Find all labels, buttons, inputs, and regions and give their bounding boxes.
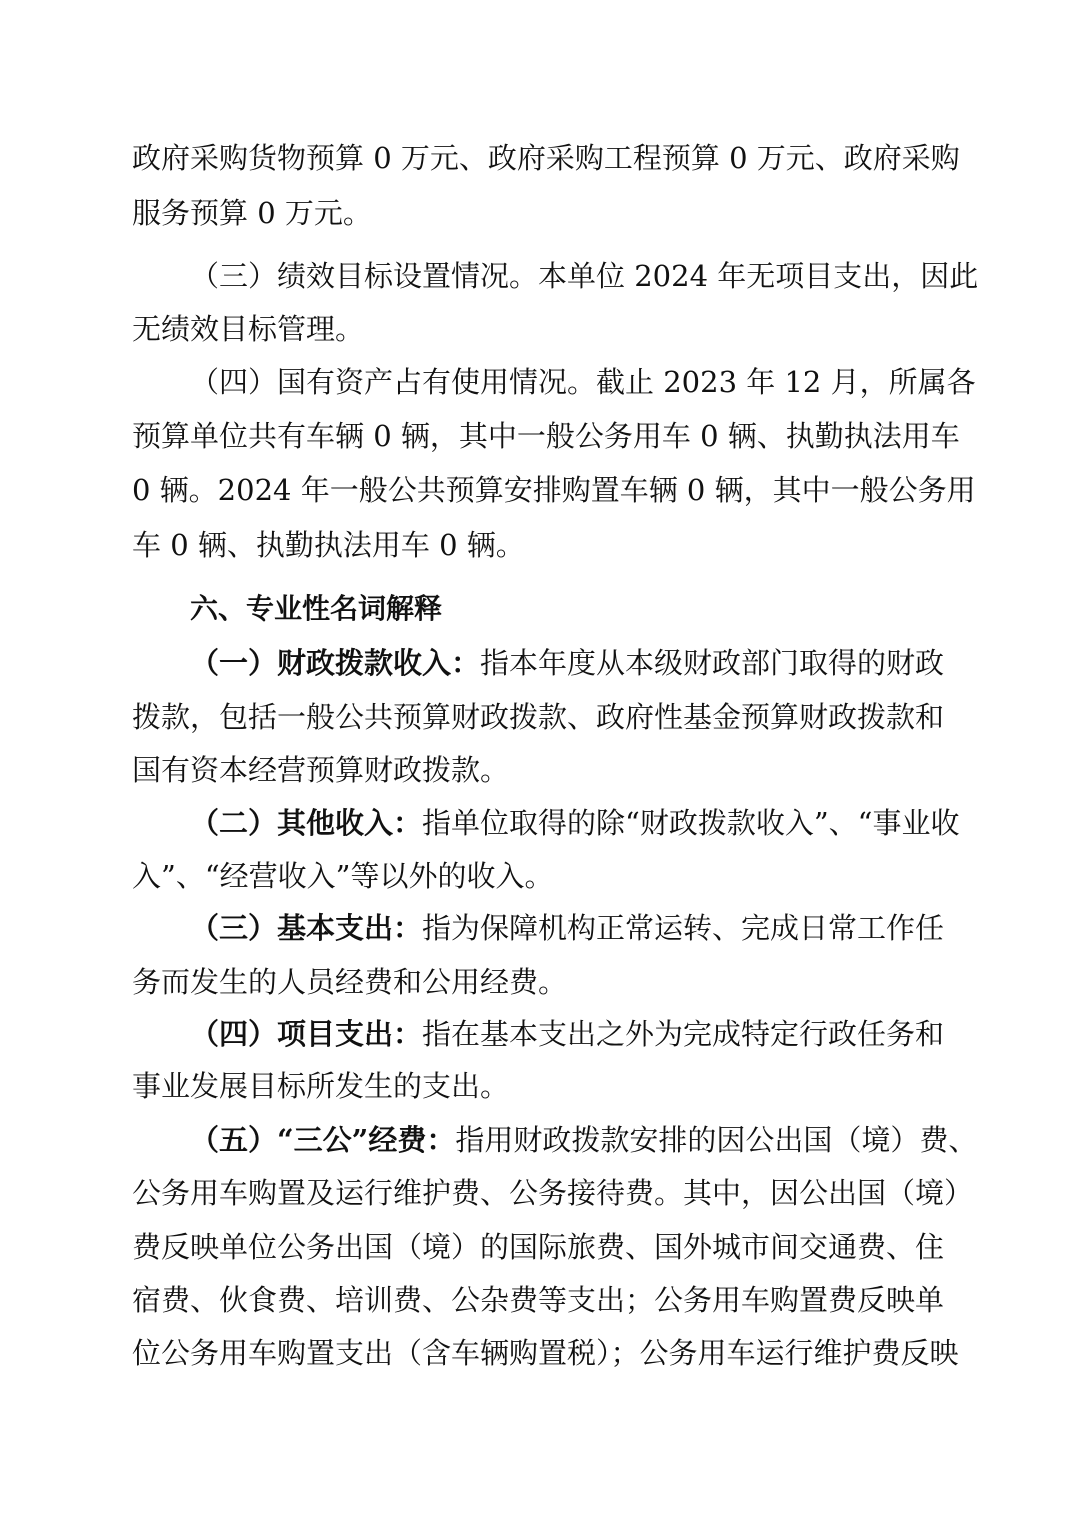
definition-line bbox=[132, 908, 944, 948]
text-line: 务而发生的人员经费和公用经费。 bbox=[132, 965, 568, 999]
text-line: （四）国有资产占有使用情况。截止 2023 年 12 月，所属各 bbox=[190, 365, 976, 399]
text-line: 无绩效目标管理。 bbox=[132, 312, 365, 346]
text-line: 车 0 辆、执勤执法用车 0 辆。 bbox=[132, 528, 525, 562]
definition-term: （二）其他收入： bbox=[190, 806, 423, 840]
definition-text: 指本年度从本级财政部门取得的财政 bbox=[480, 646, 945, 680]
definition-text: 指单位取得的除“财政拨款收入”、“事业收 bbox=[422, 806, 960, 840]
text-line: 服务预算 0 万元。 bbox=[132, 196, 372, 230]
document-page bbox=[132, 0, 979, 1520]
text-line: 入”、“经营收入”等以外的收入。 bbox=[132, 859, 554, 893]
definition-term: （一）财政拨款收入： bbox=[190, 646, 481, 680]
text-line: 拨款，包括一般公共预算财政拨款、政府性基金预算财政拨款和 bbox=[132, 700, 945, 734]
text-line: 国有资本经营预算财政拨款。 bbox=[132, 753, 510, 787]
definition-text: 指为保障机构正常运转、完成日常工作任 bbox=[422, 911, 945, 945]
text-line: （三）绩效目标设置情况。本单位 2024 年无项目支出，因此 bbox=[190, 259, 979, 293]
text-line: 公务用车购置及运行维护费、公务接待费。其中，因公出国（境） bbox=[132, 1176, 974, 1210]
definition-term: （四）项目支出： bbox=[190, 1017, 423, 1051]
text-line: 费反映单位公务出国（境）的国际旅费、国外城市间交通费、住 bbox=[132, 1230, 945, 1264]
definition-line bbox=[132, 643, 944, 683]
text-line: 事业发展目标所发生的支出。 bbox=[132, 1069, 510, 1103]
definition-text: 指在基本支出之外为完成特定行政任务和 bbox=[422, 1017, 945, 1051]
definition-line bbox=[132, 803, 960, 843]
definition-line bbox=[132, 1120, 978, 1160]
text-line: 宿费、伙食费、培训费、公杂费等支出；公务用车购置费反映单 bbox=[132, 1283, 945, 1317]
definition-term: （三）基本支出： bbox=[190, 911, 423, 945]
text-line: 政府采购货物预算 0 万元、政府采购工程预算 0 万元、政府采购 bbox=[132, 141, 960, 175]
definition-text: 指用财政拨款安排的因公出国（境）费、 bbox=[455, 1123, 978, 1157]
definition-line bbox=[132, 1014, 944, 1054]
section-heading: 六、专业性名词解释 bbox=[190, 592, 443, 625]
text-line: 预算单位共有车辆 0 辆，其中一般公务用车 0 辆、执勤执法用车 bbox=[132, 419, 960, 453]
text-line: 位公务用车购置支出（含车辆购置税）；公务用车运行维护费反映 bbox=[132, 1336, 959, 1370]
definition-term: （五）“三公”经费： bbox=[190, 1123, 456, 1157]
text-line: 0 辆。2024 年一般公共预算安排购置车辆 0 辆，其中一般公务用 bbox=[132, 473, 976, 507]
